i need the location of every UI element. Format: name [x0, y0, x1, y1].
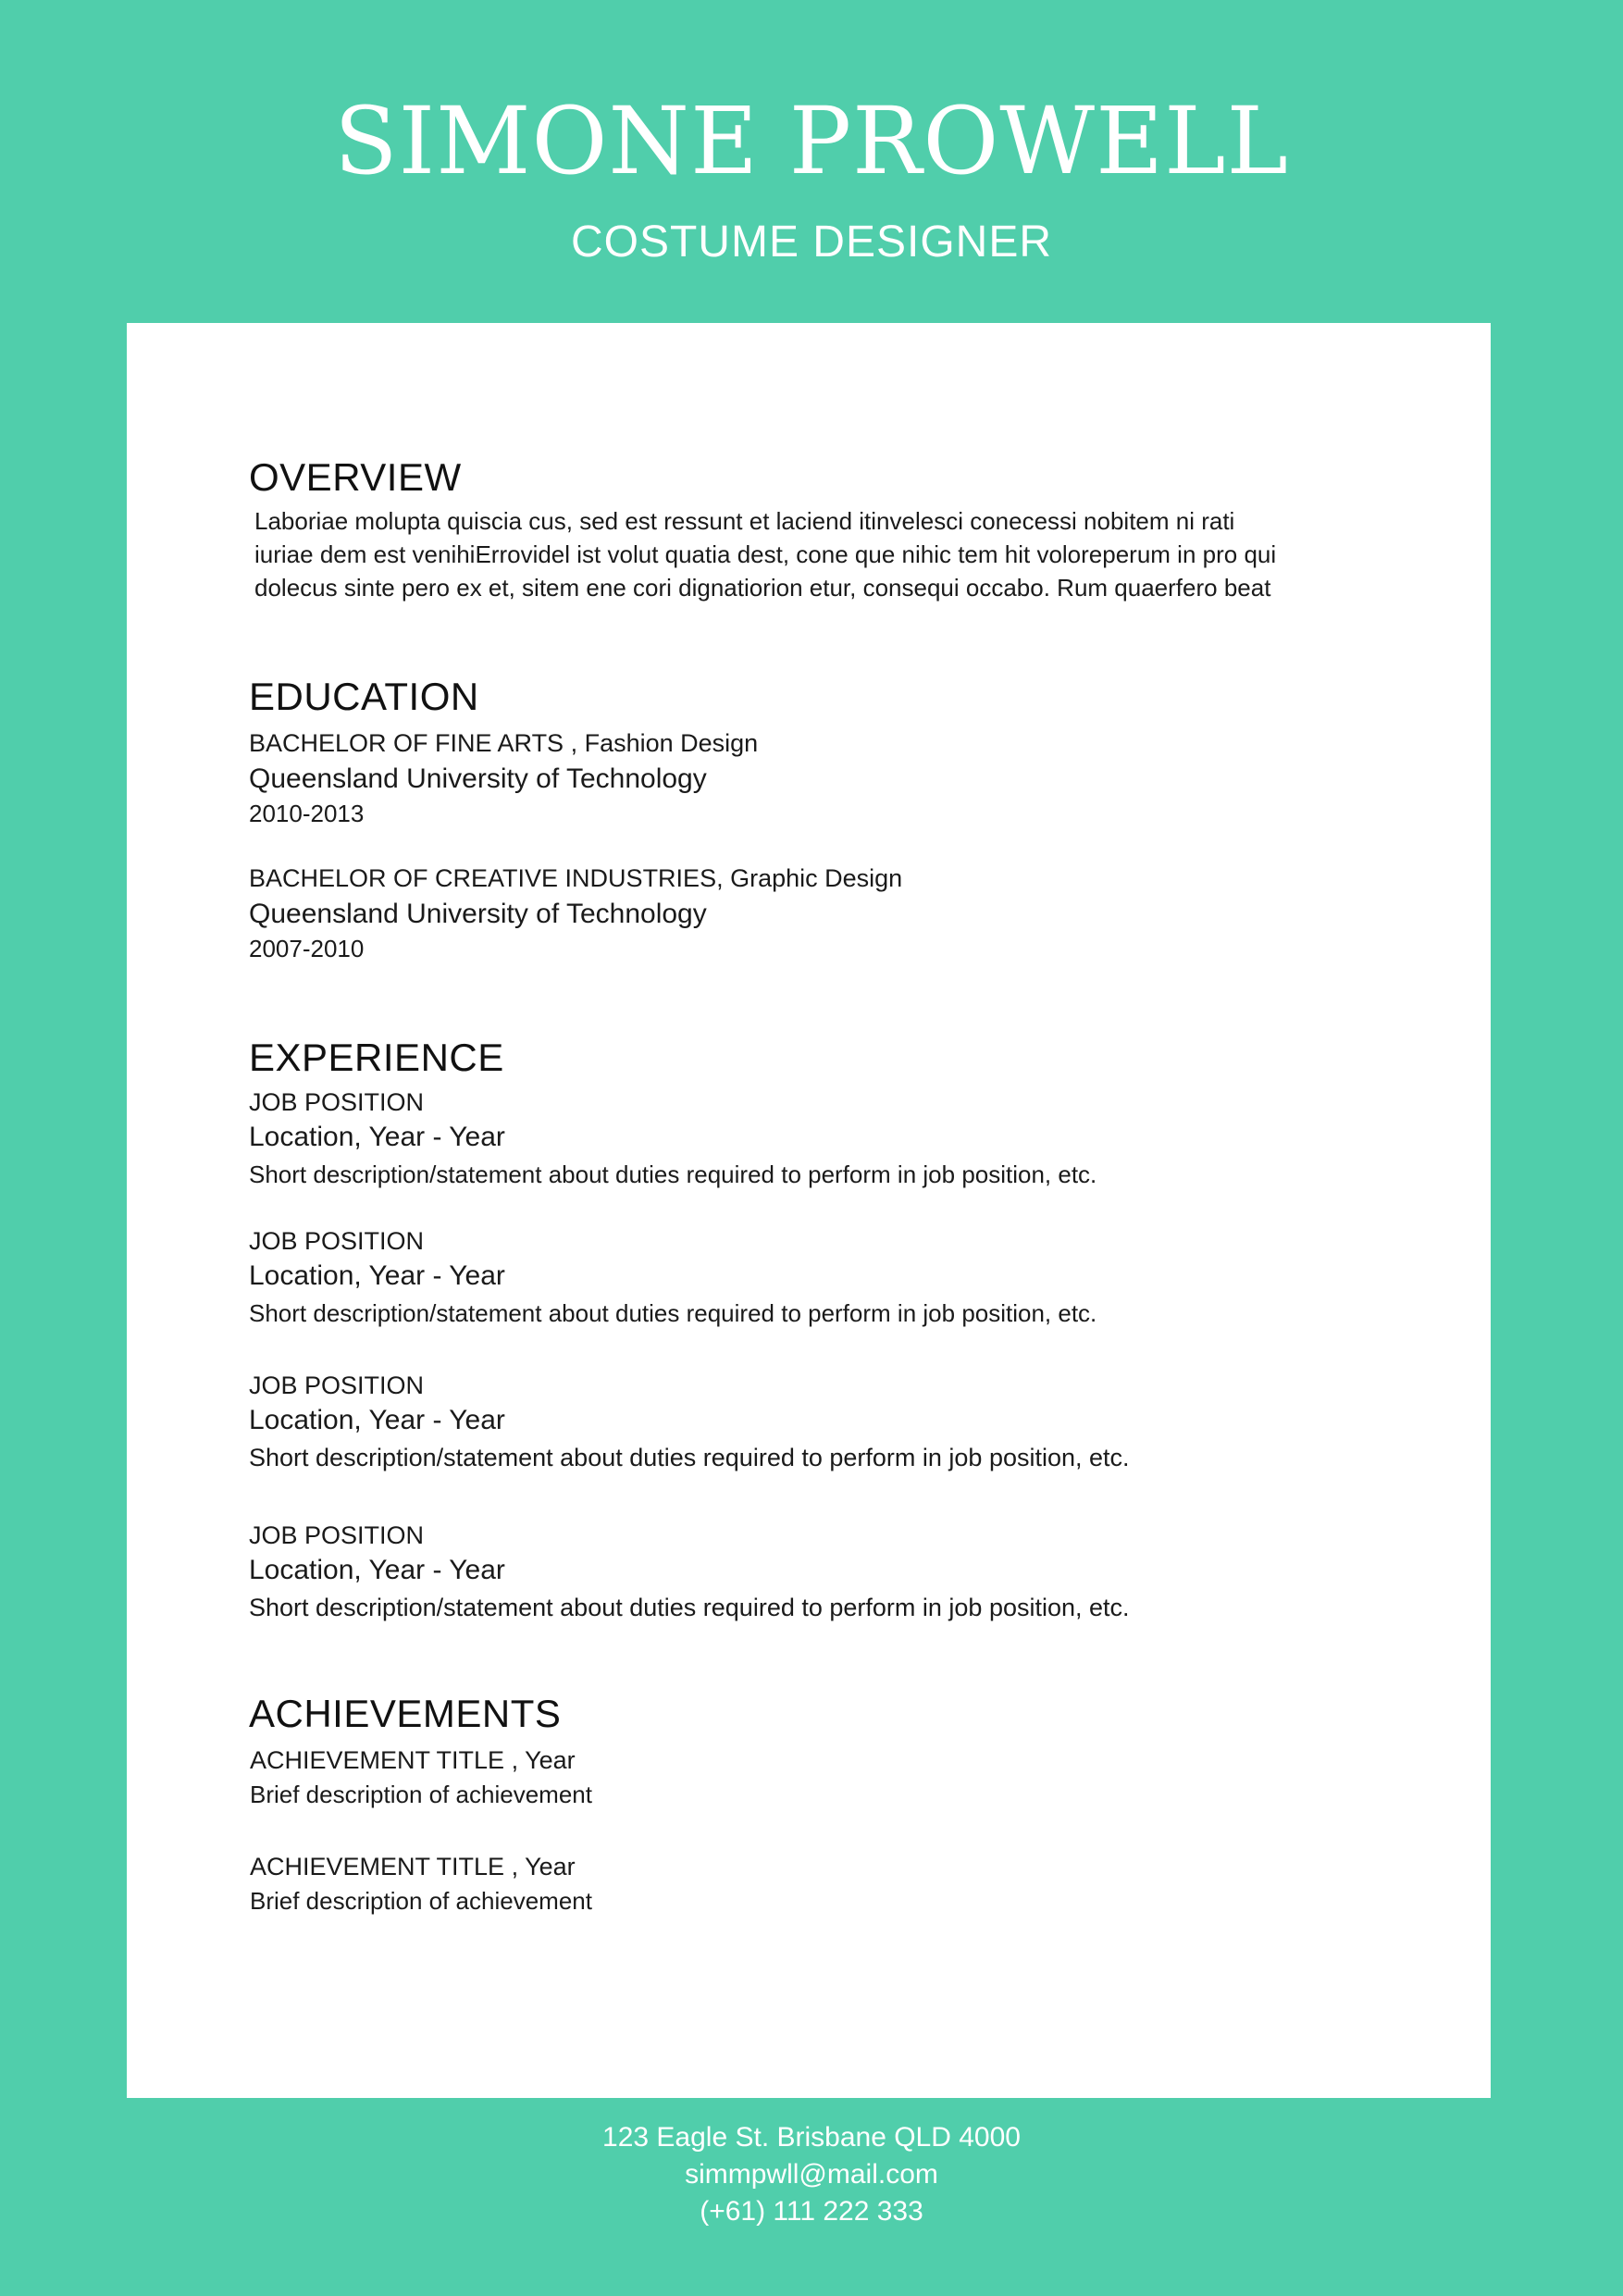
- experience-description-1: Short description/statement about duties required to perform in job position, etc.: [249, 1160, 1097, 1188]
- contact-address: 123 Eagle St. Brisbane QLD 4000: [602, 2122, 1021, 2153]
- resume-sheet: [127, 323, 1491, 2098]
- experience-title-2: JOB POSITION: [249, 1227, 425, 1255]
- experience-description-4: Short description/statement about duties required to perform in job position, etc.: [249, 1594, 1130, 1621]
- experience-location-3: Location, Year - Year: [249, 1405, 505, 1435]
- contact-email[interactable]: simmpwll@mail.com: [685, 2159, 938, 2190]
- education-years-2: 2007-2010: [249, 935, 365, 962]
- experience-location-2: Location, Year - Year: [249, 1260, 505, 1291]
- experience-heading: EXPERIENCE: [249, 1036, 504, 1079]
- education-degree-2: BACHELOR OF CREATIVE INDUSTRIES, Graphic Design: [249, 864, 903, 892]
- education-school-2: Queensland University of Technology: [249, 899, 707, 929]
- education-school-1: Queensland University of Technology: [249, 763, 707, 794]
- achievement-description-2: Brief description of achievement: [250, 1887, 592, 1915]
- experience-location-4: Location, Year - Year: [249, 1555, 505, 1585]
- candidate-name: SIMONE PROWELL: [334, 87, 1289, 195]
- experience-title-3: JOB POSITION: [249, 1371, 425, 1399]
- experience-title-4: JOB POSITION: [249, 1521, 425, 1549]
- resume-header: [0, 0, 1623, 322]
- experience-description-2: Short description/statement about duties required to perform in job position, etc.: [249, 1299, 1097, 1327]
- contact-footer: [0, 2119, 1623, 2230]
- achievement-description-1: Brief description of achievement: [250, 1781, 592, 1808]
- experience-description-3: Short description/statement about duties required to perform in job position, etc.: [249, 1444, 1130, 1471]
- education-years-1: 2010-2013: [249, 800, 365, 827]
- education-degree-1: BACHELOR OF FINE ARTS , Fashion Design: [249, 729, 759, 757]
- overview-line-3: dolecus sinte pero ex et, sitem ene cori dignatiorion etur, consequi occabo. Rum quaerfero beat: [254, 574, 1271, 602]
- achievement-title-1: ACHIEVEMENT TITLE , Year: [250, 1746, 576, 1774]
- education-heading: EDUCATION: [249, 675, 479, 718]
- achievements-heading: ACHIEVEMENTS: [249, 1692, 562, 1735]
- overview-line-1: Laboriae molupta quiscia cus, sed est ressunt et laciend itinvelesci conecessi nobitem ni rati: [254, 507, 1235, 535]
- achievement-title-2: ACHIEVEMENT TITLE , Year: [250, 1853, 576, 1880]
- experience-location-1: Location, Year - Year: [249, 1122, 505, 1152]
- overview-heading: OVERVIEW: [249, 455, 462, 499]
- experience-title-1: JOB POSITION: [249, 1088, 425, 1116]
- contact-phone[interactable]: (+61) 111 222 333: [700, 2196, 923, 2227]
- overview-line-2: iuriae dem est venihiErrovidel ist volut quatia dest, cone que nihic tem hit voloreperum in pro qui: [254, 540, 1277, 568]
- job-title: COSTUME DESIGNER: [570, 217, 1053, 267]
